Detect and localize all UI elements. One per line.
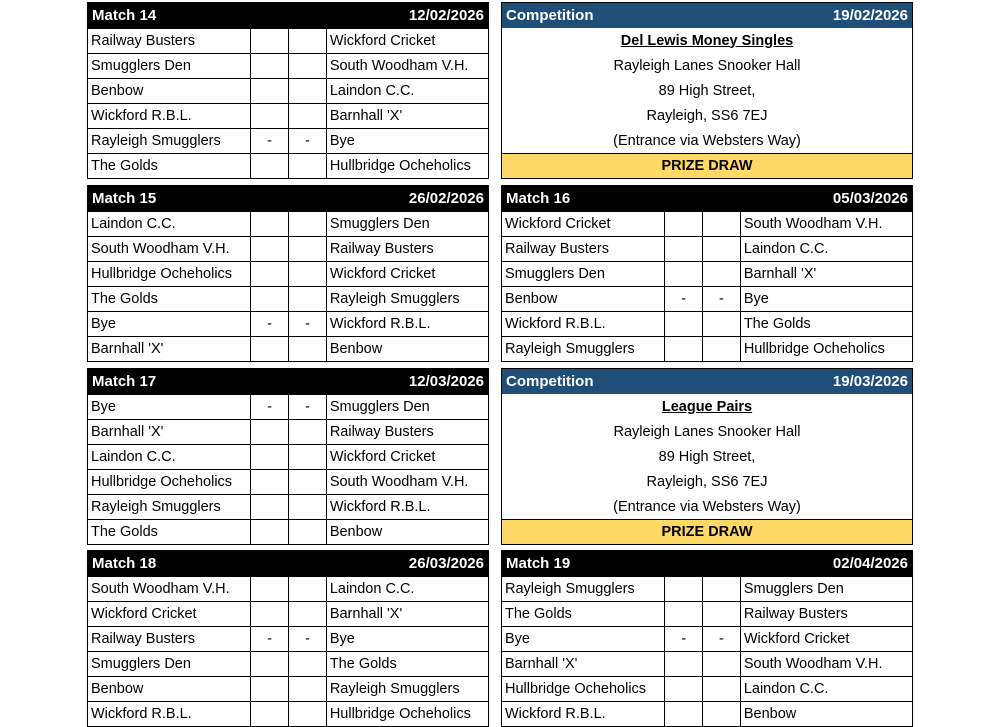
home-team: Wickford Cricket: [91, 606, 197, 622]
home-score: -: [250, 312, 288, 336]
home-team: Laindon C.C.: [91, 449, 176, 465]
fixture-row: [88, 601, 488, 626]
home-score: [250, 677, 288, 701]
home-score: [664, 262, 702, 286]
away-team: Wickford Cricket: [326, 445, 488, 469]
away-team: Rayleigh Smugglers: [326, 287, 488, 311]
home-score: [664, 337, 702, 361]
venue-line: Rayleigh, SS6 7EJ: [646, 107, 768, 124]
away-score: [288, 677, 326, 701]
home-team: Barnhall 'X': [91, 341, 164, 357]
home-score: [250, 652, 288, 676]
away-team: South Woodham V.H.: [740, 652, 912, 676]
fixture-row: [502, 676, 912, 701]
away-score: [288, 337, 326, 361]
away-score: [288, 54, 326, 78]
home-team: Rayleigh Smugglers: [91, 499, 221, 515]
home-score: -: [250, 129, 288, 153]
home-team: The Golds: [505, 606, 572, 622]
home-score: -: [664, 287, 702, 311]
competition-details: [502, 28, 912, 153]
away-score: [702, 312, 740, 336]
home-score: [250, 702, 288, 726]
away-team: Wickford Cricket: [326, 262, 488, 286]
home-score: [664, 652, 702, 676]
away-team: South Woodham V.H.: [740, 212, 912, 236]
block-title: Match 15: [92, 190, 157, 207]
home-score: [250, 287, 288, 311]
block-title: Match 19: [506, 555, 571, 572]
home-team: Wickford R.B.L.: [91, 108, 192, 124]
fixture-row: [502, 211, 912, 236]
fixture-row: [88, 78, 488, 103]
home-team: Rayleigh Smugglers: [505, 581, 635, 597]
away-score: [702, 212, 740, 236]
block-date: 05/03/2026: [832, 190, 908, 207]
away-team: Laindon C.C.: [740, 677, 912, 701]
home-score: [250, 520, 288, 544]
home-score: [250, 602, 288, 626]
fixture-row: [88, 211, 488, 236]
away-team: Benbow: [740, 702, 912, 726]
home-team: Hullbridge Ocheholics: [505, 681, 647, 697]
match-block: [501, 185, 913, 362]
fixture-row: [502, 311, 912, 336]
home-score: [250, 577, 288, 601]
away-score: [288, 287, 326, 311]
block-date: 26/03/2026: [408, 555, 484, 572]
fixture-row: [502, 261, 912, 286]
home-team: Wickford R.B.L.: [505, 706, 606, 722]
fixture-row: [88, 469, 488, 494]
away-score: [288, 520, 326, 544]
home-score: [250, 29, 288, 53]
home-score: [250, 337, 288, 361]
away-team: Bye: [740, 287, 912, 311]
home-team: Rayleigh Smugglers: [505, 341, 635, 357]
away-team: Hullbridge Ocheholics: [326, 702, 488, 726]
away-score: [288, 104, 326, 128]
away-score: [288, 470, 326, 494]
fixture-row: [88, 651, 488, 676]
away-team: Rayleigh Smugglers: [326, 677, 488, 701]
fixture-row: [88, 236, 488, 261]
away-score: [702, 577, 740, 601]
home-score: [664, 212, 702, 236]
away-team: Wickford Cricket: [740, 627, 912, 651]
away-team: Bye: [326, 627, 488, 651]
home-score: [250, 470, 288, 494]
fixture-row: [88, 103, 488, 128]
away-team: South Woodham V.H.: [326, 54, 488, 78]
venue-line: (Entrance via Websters Way): [613, 132, 801, 149]
away-score: [288, 445, 326, 469]
home-team: Hullbridge Ocheholics: [91, 266, 233, 282]
competition-block: [501, 368, 913, 545]
match-block: [87, 2, 489, 179]
home-score: [250, 154, 288, 178]
home-score: [664, 237, 702, 261]
fixture-row: [502, 626, 912, 651]
home-team: Railway Busters: [91, 33, 195, 49]
away-score: [288, 29, 326, 53]
block-header: [88, 369, 488, 394]
away-score: [702, 602, 740, 626]
home-score: [250, 212, 288, 236]
away-score: -: [702, 627, 740, 651]
away-team: Barnhall 'X': [326, 104, 488, 128]
away-team: Laindon C.C.: [326, 79, 488, 103]
match-block: [501, 550, 913, 727]
home-team: Smugglers Den: [91, 656, 191, 672]
home-team: South Woodham V.H.: [91, 581, 230, 597]
away-team: Railway Busters: [740, 602, 912, 626]
home-score: -: [250, 627, 288, 651]
away-team: Benbow: [326, 520, 488, 544]
home-team: Wickford R.B.L.: [91, 706, 192, 722]
block-header: [502, 551, 912, 576]
away-team: The Golds: [740, 312, 912, 336]
home-score: -: [664, 627, 702, 651]
home-team: Bye: [91, 316, 116, 332]
fixture-row: [88, 419, 488, 444]
away-team: Hullbridge Ocheholics: [326, 154, 488, 178]
away-score: [288, 577, 326, 601]
away-score: [702, 237, 740, 261]
venue-line: Rayleigh Lanes Snooker Hall: [613, 57, 801, 74]
block-title: Competition: [506, 7, 594, 24]
away-team: Barnhall 'X': [740, 262, 912, 286]
away-score: [288, 79, 326, 103]
fixture-row: [88, 676, 488, 701]
home-score: -: [250, 395, 288, 419]
home-team: The Golds: [91, 291, 158, 307]
block-date: 12/02/2026: [408, 7, 484, 24]
block-date: 02/04/2026: [832, 555, 908, 572]
home-team: Rayleigh Smugglers: [91, 133, 221, 149]
away-score: -: [288, 129, 326, 153]
fixture-row: [502, 576, 912, 601]
block-date: 19/03/2026: [832, 373, 908, 390]
prize-draw-banner: PRIZE DRAW: [502, 519, 912, 544]
home-score: [250, 79, 288, 103]
fixture-row: [88, 286, 488, 311]
fixture-row: [88, 494, 488, 519]
away-team: Benbow: [326, 337, 488, 361]
fixture-row: [88, 576, 488, 601]
prize-draw-banner: PRIZE DRAW: [502, 153, 912, 178]
block-header: [502, 186, 912, 211]
away-team: Smugglers Den: [326, 395, 488, 419]
away-team: Railway Busters: [326, 237, 488, 261]
home-team: Benbow: [505, 291, 558, 307]
home-team: Wickford R.B.L.: [505, 316, 606, 332]
away-team: South Woodham V.H.: [326, 470, 488, 494]
block-header: [88, 551, 488, 576]
fixture-row: [88, 336, 488, 361]
home-score: [664, 312, 702, 336]
fixture-row: [502, 601, 912, 626]
home-team: Barnhall 'X': [505, 656, 578, 672]
home-score: [250, 104, 288, 128]
home-score: [250, 262, 288, 286]
home-score: [250, 495, 288, 519]
away-team: Hullbridge Ocheholics: [740, 337, 912, 361]
home-score: [250, 420, 288, 444]
home-team: Smugglers Den: [505, 266, 605, 282]
away-team: Railway Busters: [326, 420, 488, 444]
venue-line: Rayleigh Lanes Snooker Hall: [613, 423, 801, 440]
home-team: Bye: [505, 631, 530, 647]
block-header: [502, 3, 912, 28]
away-score: -: [288, 312, 326, 336]
venue-line: 89 High Street,: [658, 448, 756, 465]
away-score: -: [702, 287, 740, 311]
fixture-row: [502, 236, 912, 261]
home-team: Benbow: [91, 83, 144, 99]
away-score: [702, 677, 740, 701]
away-score: [702, 702, 740, 726]
fixture-row: [502, 336, 912, 361]
block-date: 19/02/2026: [832, 7, 908, 24]
match-block: [87, 185, 489, 362]
away-score: [288, 262, 326, 286]
home-team: The Golds: [91, 524, 158, 540]
block-date: 26/02/2026: [408, 190, 484, 207]
fixture-row: [88, 311, 488, 336]
away-score: [288, 652, 326, 676]
away-score: [702, 262, 740, 286]
fixture-row: [88, 153, 488, 178]
fixture-row: [88, 701, 488, 726]
home-score: [250, 445, 288, 469]
away-score: [702, 652, 740, 676]
block-title: Match 16: [506, 190, 571, 207]
away-team: Laindon C.C.: [326, 577, 488, 601]
away-score: -: [288, 627, 326, 651]
home-score: [250, 54, 288, 78]
home-score: [664, 702, 702, 726]
home-score: [250, 237, 288, 261]
fixture-row: [88, 261, 488, 286]
block-title: Match 14: [92, 7, 157, 24]
block-header: [88, 186, 488, 211]
fixture-row: [88, 444, 488, 469]
block-title: Competition: [506, 373, 594, 390]
home-team: Railway Busters: [91, 631, 195, 647]
fixture-row: [502, 286, 912, 311]
away-score: [702, 337, 740, 361]
competition-details: [502, 394, 912, 519]
home-team: The Golds: [91, 158, 158, 174]
away-score: [288, 495, 326, 519]
away-team: Barnhall 'X': [326, 602, 488, 626]
home-team: Bye: [91, 399, 116, 415]
away-score: [288, 702, 326, 726]
away-score: [288, 602, 326, 626]
away-team: Wickford R.B.L.: [326, 312, 488, 336]
fixture-row: [502, 651, 912, 676]
block-date: 12/03/2026: [408, 373, 484, 390]
away-team: Smugglers Den: [740, 577, 912, 601]
venue-line: (Entrance via Websters Way): [613, 498, 801, 515]
fixture-row: [88, 626, 488, 651]
competition-name: Del Lewis Money Singles: [620, 32, 794, 49]
away-team: Smugglers Den: [326, 212, 488, 236]
away-team: Wickford Cricket: [326, 29, 488, 53]
home-score: [664, 602, 702, 626]
away-score: [288, 420, 326, 444]
fixture-row: [88, 394, 488, 419]
block-header: [88, 3, 488, 28]
away-team: The Golds: [326, 652, 488, 676]
block-title: Match 17: [92, 373, 157, 390]
away-score: -: [288, 395, 326, 419]
home-team: Hullbridge Ocheholics: [91, 474, 233, 490]
fixture-row: [502, 701, 912, 726]
home-team: South Woodham V.H.: [91, 241, 230, 257]
away-score: [288, 154, 326, 178]
block-title: Match 18: [92, 555, 157, 572]
match-block: [87, 550, 489, 727]
venue-line: 89 High Street,: [658, 82, 756, 99]
match-block: [87, 368, 489, 545]
competition-name: League Pairs: [661, 398, 753, 415]
away-score: [288, 212, 326, 236]
fixture-row: [88, 128, 488, 153]
fixture-row: [88, 28, 488, 53]
home-score: [664, 677, 702, 701]
block-header: [502, 369, 912, 394]
away-score: [288, 237, 326, 261]
competition-block: [501, 2, 913, 179]
away-team: Laindon C.C.: [740, 237, 912, 261]
home-score: [664, 577, 702, 601]
home-team: Smugglers Den: [91, 58, 191, 74]
home-team: Railway Busters: [505, 241, 609, 257]
fixture-row: [88, 519, 488, 544]
fixture-row: [88, 53, 488, 78]
home-team: Barnhall 'X': [91, 424, 164, 440]
home-team: Wickford Cricket: [505, 216, 611, 232]
home-team: Benbow: [91, 681, 144, 697]
home-team: Laindon C.C.: [91, 216, 176, 232]
away-team: Bye: [326, 129, 488, 153]
away-team: Wickford R.B.L.: [326, 495, 488, 519]
venue-line: Rayleigh, SS6 7EJ: [646, 473, 768, 490]
